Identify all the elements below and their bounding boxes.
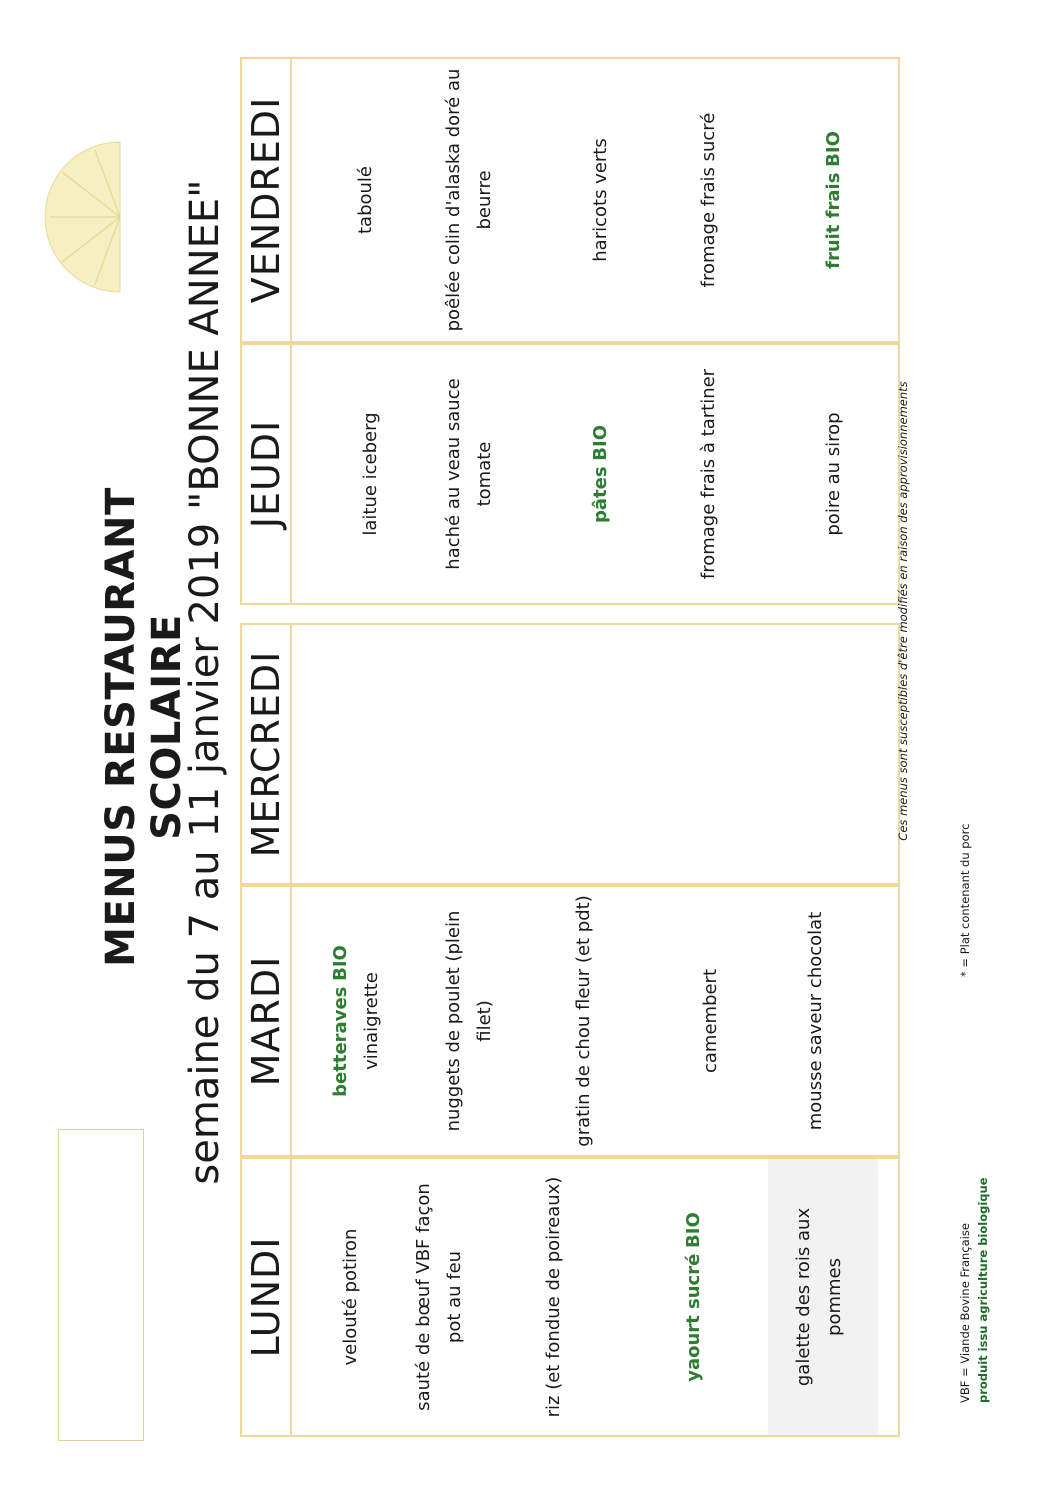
dish-item bbox=[678, 1159, 709, 1435]
bio-label: BIO bbox=[590, 425, 611, 461]
dish-item: fromage frais sucré bbox=[698, 112, 719, 288]
day-header: VENDREDI bbox=[242, 59, 292, 341]
dish-item: riz (et fondue de poireaux) bbox=[543, 1176, 564, 1418]
day-header: LUNDI bbox=[242, 1159, 292, 1435]
dish-item bbox=[585, 345, 616, 603]
bio-label: BIO bbox=[330, 945, 351, 981]
day-column-mardi bbox=[240, 885, 900, 1157]
empty-day-body bbox=[290, 625, 898, 883]
page-title: MENUS RESTAURANT SCOLAIRE bbox=[98, 487, 190, 967]
logo-box bbox=[58, 1129, 144, 1441]
day-header: MERCREDI bbox=[242, 625, 292, 883]
supply-disclaimer: Ces menus sont susceptibles d'être modifiés en raison des approvisionnements bbox=[896, 381, 910, 841]
dish-item: mousse saveur chocolat bbox=[805, 911, 826, 1131]
bio-label: BIO bbox=[683, 1212, 704, 1248]
day-header: JEUDI bbox=[242, 345, 292, 603]
dish-item: taboulé bbox=[355, 166, 376, 235]
dish-item: sauté de bœuf VBF façon pot au feu bbox=[413, 1183, 465, 1411]
day-header: MARDI bbox=[242, 887, 292, 1155]
dish-item: nuggets de poulet (plein filet) bbox=[443, 910, 495, 1132]
vbf-legend: VBF = Viande Bovine Française bbox=[958, 1223, 972, 1403]
bio-legend: produit issu agriculture biologique bbox=[976, 1177, 990, 1403]
dish-item: poire au sirop bbox=[823, 412, 844, 536]
dish-item bbox=[818, 59, 849, 341]
pork-legend: * = Plat contenant du porc bbox=[958, 823, 972, 977]
day-column-vendredi bbox=[240, 57, 900, 343]
dish-item: betteraves BIO vinaigrette bbox=[330, 945, 382, 1097]
dish-item: gratin de chou fleur (et pdt) bbox=[573, 895, 594, 1147]
dish-item: poêlée colin d'alaska doré au beurre bbox=[443, 68, 495, 332]
dish-item: haricots verts bbox=[590, 138, 611, 262]
week-subtitle: semaine du 7 au 11 janvier 2019 "BONNE ANNEE" bbox=[182, 179, 228, 1185]
dish-item: velouté potiron bbox=[340, 1228, 361, 1366]
bio-dish-text: betteraves bbox=[330, 986, 351, 1097]
bio-dish-text: yaourt sucré bbox=[683, 1253, 704, 1382]
bio-label: BIO bbox=[823, 131, 844, 167]
dish-item: laitue iceberg bbox=[360, 412, 381, 536]
day-column-jeudi bbox=[240, 343, 900, 605]
bio-dish-text: fruit frais bbox=[823, 172, 844, 269]
dish-item: galette des rois aux pommes bbox=[768, 1159, 878, 1435]
day-column-lundi bbox=[240, 1157, 900, 1437]
dish-item: haché au veau sauce tomate bbox=[443, 378, 495, 570]
sun-logo-icon bbox=[40, 132, 126, 302]
bio-dish-text: pâtes bbox=[590, 466, 611, 524]
dish-item: camembert bbox=[700, 968, 721, 1074]
dish-item: fromage frais à tartiner bbox=[698, 368, 719, 580]
day-column-mercredi bbox=[240, 623, 900, 885]
